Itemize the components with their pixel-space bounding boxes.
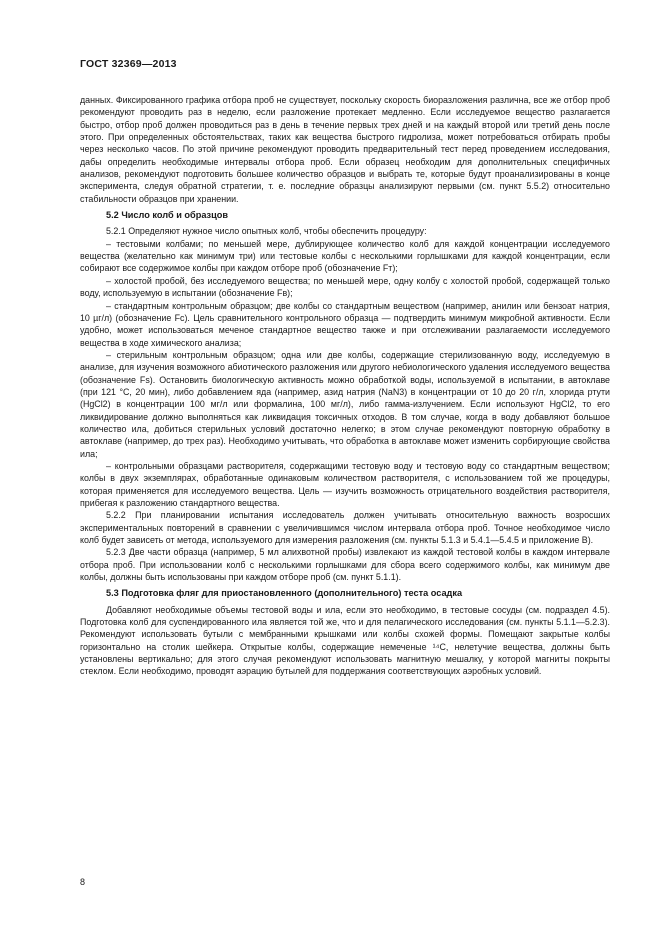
list-item: – стерильным контрольным образцом; одна или две колбы, содержащие стерилизованную воду, исследуемую в анализе, для изучения возможного абиотического разложения или другого небиологического удаления исследуемого вещества (обозначение Fs). Остановить биологическую активность можно обработкой воды, используемой в испытании, в автоклаве (при 121 °С, 20 мин), либо добавлением яда (например, азид натрия (NaN3) в концентрации от 10 до 20 г/л, хлорида ртути (HgCl2) в концентрации 100 мг/л или формалина, 100 мг/л), либо гамма-излучением. Если используют HgCl2, то его ликвидирование должно выполняться как ликвидация токсичных отходов. В том случае, когда в воду добавляют большое количество ила, добиться стерильных условий достаточно нелегко; в этом случае рекомендуют повторную обработку в автоклаве (например, до трех раз). Необходимо учитывать, что обработка в автоклаве может изменить сорбирующие свойства ила; [80, 349, 610, 459]
paragraph: Добавляют необходимые объемы тестовой воды и ила, если это необходимо, в тестовые сосуды (см. подраздел 4.5). Подготовка колб для суспендированного ила является той же, что и для пелагического исследования (см. пункты 5.1.1—5.2.3). Рекомендуют использовать бутыли с мембранными крышками или колбы схожей формы. Помещают закрытые колбы горизонтально на столик шейкера. Открытые колбы, содержащие немеченые ¹⁴С, нелетучие вещества, должны быть установлены вертикально; для этого случая рекомендуют использовать магнитную мешалку, у которой магниты покрыты стеклом. Если необходимо, проводят аэрацию бутылей для поддержания соответствующих аэробных условий. [80, 604, 610, 677]
list-item: – стандартным контрольным образцом; две колбы со стандартным веществом (например, анилин или бензоат натрия, 10 µг/л) (обозначение Fс). Цель сравнительного контрольного образца — подтвердить минимум микробной активности. Если удобно, может использоваться меченое стандартное вещество также и при отслеживании разлагаемости исследуемого вещества в ходе химического анализа; [80, 300, 610, 348]
paragraph: 5.2.2 При планировании испытания исследователь должен учитывать относительную важность возросших экспериментальных повторений в сравнении с увеличившимся числом интервала отбора проб. Точное необходимое число колб будет зависеть от метода, используемого для измерения разложения (см. пункты 5.1.3 и 5.4.1—5.4.5 и приложение В). [80, 510, 610, 546]
list-item: – контрольными образцами растворителя, содержащими тестовую воду и тестовую воду со стандартным веществом; колбы в двух экземплярах, обработанные одинаковым количеством растворителя, с использованием той же процедуры, которая применяется для исследуемого вещества. Цель — изучить возможность отрицательного воздействия растворителя, прибегая к разложению стандартного вещества. [80, 460, 610, 508]
document-header: ГОСТ 32369—2013 [80, 58, 177, 70]
document-body [80, 94, 610, 678]
section-heading: 5.2 Число колб и образцов [106, 210, 229, 221]
paragraph: 5.2.3 Две части образца (например, 5 мл алихвотной пробы) извлекают из каждой тестовой колбы в каждом интервале отбора проб. При использовании колб с несколькими горлышками для сбора всего содержимого колбы, как минимум две колбы, должны быть использованы при каждом отборе проб (см. пункт 5.1.1). [80, 547, 610, 583]
list-item: – холостой пробой, без исследуемого вещества; по меньшей мере, одну колбу с холостой пробой, содержащей только воду, используемую в испытании (обозначение Fв); [80, 275, 610, 299]
paragraph: 5.2.1 Определяют нужное число опытных колб, чтобы обеспечить процедуру: [106, 226, 427, 237]
section-heading: 5.3 Подготовка фляг для приостановленного (дополнительного) теста осадка [106, 588, 463, 599]
page-number: 8 [80, 877, 86, 887]
paragraph: данных. Фиксированного графика отбора проб не существует, поскольку скорость биоразложения различна, все же отбор проб рекомендуют проводить раз в неделю, если разложение протекает медленно. Если исследуемое вещество разлагается быстро, отбор проб должен проводиться раз в день в течение первых трех дней и на каждый второй или третий день после этого. При определенных обстоятельствах, таких как вещества быстрого гидролиза, может потребоваться отбирать пробы через несколько часов. По этой причине рекомендуют проводить предварительный тест перед проведением исследования, дабы определить необходимые интервалы отбора проб. Если образец необходим для дополнительных специфичных анализов, рекомендуют подготовить большее количество образцов и выбрать те, которые будут проанализированы в конце эксперимента, следуя обратной стратегии, т. е. последние образцы анализируют первыми (см. пункт 5.5.2) относительно стабильности образцов при хранении. [80, 95, 610, 204]
list-item: – тестовыми колбами; по меньшей мере, дублирующее количество колб для каждой концентрации исследуемого вещества (желательно как минимум три) или тестовые колбы с несколькими горлышками для каждой концентрации, если собирают все содержимое колбы при каждом отборе проб (обозначение Fт); [80, 238, 610, 274]
